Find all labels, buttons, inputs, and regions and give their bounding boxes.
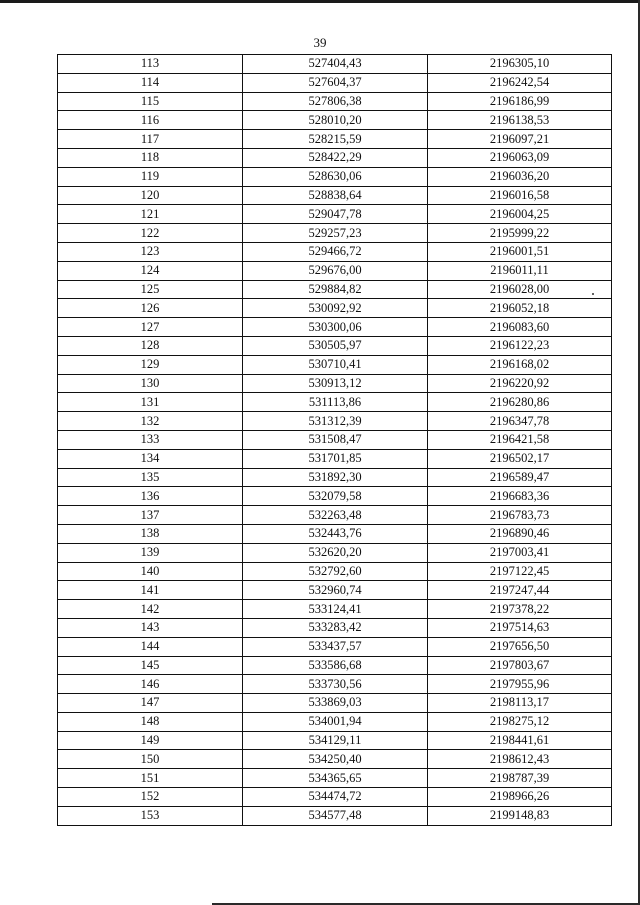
y-coordinate-cell: 2196001,51 [428, 242, 612, 261]
y-coordinate-cell: 2196890,46 [428, 524, 612, 543]
table-row [58, 261, 612, 280]
point-number-cell: 135 [58, 468, 243, 487]
y-coordinate-cell: 2196421,58 [428, 430, 612, 449]
table-row [58, 374, 612, 393]
x-coordinate-cell: 530092,92 [243, 299, 428, 318]
x-coordinate-cell: 534577,48 [243, 806, 428, 825]
point-number-cell: 114 [58, 73, 243, 92]
point-number-cell: 138 [58, 524, 243, 543]
y-coordinate-cell: 2196004,25 [428, 205, 612, 224]
x-coordinate-cell: 527404,43 [243, 55, 428, 74]
point-number-cell: 142 [58, 600, 243, 619]
y-coordinate-cell: 2196347,78 [428, 412, 612, 431]
table-row [58, 694, 612, 713]
x-coordinate-cell: 529466,72 [243, 242, 428, 261]
table-row [58, 92, 612, 111]
y-coordinate-cell: 2196028,00 [428, 280, 612, 299]
point-number-cell: 125 [58, 280, 243, 299]
y-coordinate-cell: 2199148,83 [428, 806, 612, 825]
x-coordinate-cell: 534474,72 [243, 788, 428, 807]
table-row [58, 581, 612, 600]
table-row [58, 524, 612, 543]
point-number-cell: 144 [58, 637, 243, 656]
point-number-cell: 133 [58, 430, 243, 449]
table-row [58, 430, 612, 449]
x-coordinate-cell: 532079,58 [243, 487, 428, 506]
point-number-cell: 128 [58, 336, 243, 355]
table-row [58, 675, 612, 694]
x-coordinate-cell: 531892,30 [243, 468, 428, 487]
table-row [58, 731, 612, 750]
point-number-cell: 132 [58, 412, 243, 431]
point-number-cell: 127 [58, 318, 243, 337]
scan-edge-top [0, 0, 640, 3]
table-row [58, 562, 612, 581]
point-number-cell: 143 [58, 618, 243, 637]
x-coordinate-cell: 532443,76 [243, 524, 428, 543]
y-coordinate-cell: 2196168,02 [428, 355, 612, 374]
x-coordinate-cell: 530710,41 [243, 355, 428, 374]
y-coordinate-cell: 2198612,43 [428, 750, 612, 769]
point-number-cell: 139 [58, 543, 243, 562]
x-coordinate-cell: 529257,23 [243, 224, 428, 243]
y-coordinate-cell: 2196138,53 [428, 111, 612, 130]
x-coordinate-cell: 531701,85 [243, 449, 428, 468]
point-number-cell: 122 [58, 224, 243, 243]
point-number-cell: 123 [58, 242, 243, 261]
x-coordinate-cell: 528215,59 [243, 130, 428, 149]
table-row [58, 806, 612, 825]
table-row [58, 506, 612, 525]
x-coordinate-cell: 532263,48 [243, 506, 428, 525]
x-coordinate-cell: 533869,03 [243, 694, 428, 713]
point-number-cell: 136 [58, 487, 243, 506]
x-coordinate-cell: 529047,78 [243, 205, 428, 224]
table-row [58, 224, 612, 243]
table-row [58, 487, 612, 506]
point-number-cell: 145 [58, 656, 243, 675]
x-coordinate-cell: 533124,41 [243, 600, 428, 619]
point-number-cell: 151 [58, 769, 243, 788]
x-coordinate-cell: 531113,86 [243, 393, 428, 412]
y-coordinate-cell: 2196683,36 [428, 487, 612, 506]
y-coordinate-cell: 2198441,61 [428, 731, 612, 750]
point-number-cell: 152 [58, 788, 243, 807]
y-coordinate-cell: 2197656,50 [428, 637, 612, 656]
table-row [58, 543, 612, 562]
table-row [58, 712, 612, 731]
y-coordinate-cell: 2196783,73 [428, 506, 612, 525]
y-coordinate-cell: 2197803,67 [428, 656, 612, 675]
y-coordinate-cell: 2197247,44 [428, 581, 612, 600]
table-row [58, 788, 612, 807]
table-row [58, 73, 612, 92]
x-coordinate-cell: 528630,06 [243, 167, 428, 186]
table-row [58, 618, 612, 637]
y-coordinate-cell: 2197003,41 [428, 543, 612, 562]
table-row [58, 336, 612, 355]
point-number-cell: 116 [58, 111, 243, 130]
table-row [58, 299, 612, 318]
point-number-cell: 117 [58, 130, 243, 149]
x-coordinate-cell: 528838,64 [243, 186, 428, 205]
y-coordinate-cell: 2196016,58 [428, 186, 612, 205]
x-coordinate-cell: 532960,74 [243, 581, 428, 600]
point-number-cell: 115 [58, 92, 243, 111]
y-coordinate-cell: 2198113,17 [428, 694, 612, 713]
table-row [58, 769, 612, 788]
point-number-cell: 121 [58, 205, 243, 224]
y-coordinate-cell: 2195999,22 [428, 224, 612, 243]
table-row [58, 242, 612, 261]
x-coordinate-cell: 534001,94 [243, 712, 428, 731]
point-number-cell: 149 [58, 731, 243, 750]
x-coordinate-cell: 530300,06 [243, 318, 428, 337]
point-number-cell: 150 [58, 750, 243, 769]
table-row [58, 656, 612, 675]
x-coordinate-cell: 533437,57 [243, 637, 428, 656]
x-coordinate-cell: 529676,00 [243, 261, 428, 280]
y-coordinate-cell: 2198787,39 [428, 769, 612, 788]
point-number-cell: 134 [58, 449, 243, 468]
table-row [58, 637, 612, 656]
x-coordinate-cell: 533586,68 [243, 656, 428, 675]
point-number-cell: 148 [58, 712, 243, 731]
x-coordinate-cell: 531312,39 [243, 412, 428, 431]
table-row [58, 148, 612, 167]
x-coordinate-cell: 534365,65 [243, 769, 428, 788]
point-number-cell: 113 [58, 55, 243, 74]
y-coordinate-cell: 2196186,99 [428, 92, 612, 111]
point-number-cell: 120 [58, 186, 243, 205]
y-coordinate-cell: 2197514,63 [428, 618, 612, 637]
point-number-cell: 153 [58, 806, 243, 825]
table-row [58, 205, 612, 224]
y-coordinate-cell: 2197122,45 [428, 562, 612, 581]
table-row [58, 280, 612, 299]
y-coordinate-cell: 2196011,11 [428, 261, 612, 280]
y-coordinate-cell: 2196220,92 [428, 374, 612, 393]
y-coordinate-cell: 2196083,60 [428, 318, 612, 337]
y-coordinate-cell: 2196063,09 [428, 148, 612, 167]
y-coordinate-cell: 2196589,47 [428, 468, 612, 487]
coordinates-table [57, 54, 612, 826]
scan-speck [592, 293, 594, 295]
y-coordinate-cell: 2196280,86 [428, 393, 612, 412]
y-coordinate-cell: 2198966,26 [428, 788, 612, 807]
point-number-cell: 126 [58, 299, 243, 318]
y-coordinate-cell: 2197955,96 [428, 675, 612, 694]
x-coordinate-cell: 533283,42 [243, 618, 428, 637]
y-coordinate-cell: 2197378,22 [428, 600, 612, 619]
y-coordinate-cell: 2196242,54 [428, 73, 612, 92]
table-row [58, 55, 612, 74]
x-coordinate-cell: 530505,97 [243, 336, 428, 355]
coordinates-table-body [58, 55, 612, 826]
point-number-cell: 118 [58, 148, 243, 167]
table-row [58, 449, 612, 468]
table-row [58, 393, 612, 412]
x-coordinate-cell: 530913,12 [243, 374, 428, 393]
point-number-cell: 141 [58, 581, 243, 600]
x-coordinate-cell: 531508,47 [243, 430, 428, 449]
y-coordinate-cell: 2196502,17 [428, 449, 612, 468]
x-coordinate-cell: 527806,38 [243, 92, 428, 111]
table-row [58, 412, 612, 431]
y-coordinate-cell: 2196305,10 [428, 55, 612, 74]
y-coordinate-cell: 2196097,21 [428, 130, 612, 149]
table-row [58, 468, 612, 487]
point-number-cell: 130 [58, 374, 243, 393]
table-row [58, 750, 612, 769]
table-row [58, 130, 612, 149]
y-coordinate-cell: 2196122,23 [428, 336, 612, 355]
page-number: 39 [313, 35, 327, 50]
x-coordinate-cell: 528422,29 [243, 148, 428, 167]
table-row [58, 318, 612, 337]
y-coordinate-cell: 2196052,18 [428, 299, 612, 318]
table-row [58, 600, 612, 619]
x-coordinate-cell: 528010,20 [243, 111, 428, 130]
point-number-cell: 140 [58, 562, 243, 581]
point-number-cell: 147 [58, 694, 243, 713]
table-row [58, 355, 612, 374]
x-coordinate-cell: 532792,60 [243, 562, 428, 581]
x-coordinate-cell: 534250,40 [243, 750, 428, 769]
y-coordinate-cell: 2198275,12 [428, 712, 612, 731]
x-coordinate-cell: 534129,11 [243, 731, 428, 750]
point-number-cell: 137 [58, 506, 243, 525]
table-row [58, 111, 612, 130]
table-row [58, 167, 612, 186]
x-coordinate-cell: 533730,56 [243, 675, 428, 694]
point-number-cell: 131 [58, 393, 243, 412]
y-coordinate-cell: 2196036,20 [428, 167, 612, 186]
x-coordinate-cell: 527604,37 [243, 73, 428, 92]
point-number-cell: 146 [58, 675, 243, 694]
point-number-cell: 124 [58, 261, 243, 280]
x-coordinate-cell: 529884,82 [243, 280, 428, 299]
point-number-cell: 119 [58, 167, 243, 186]
point-number-cell: 129 [58, 355, 243, 374]
table-row [58, 186, 612, 205]
x-coordinate-cell: 532620,20 [243, 543, 428, 562]
